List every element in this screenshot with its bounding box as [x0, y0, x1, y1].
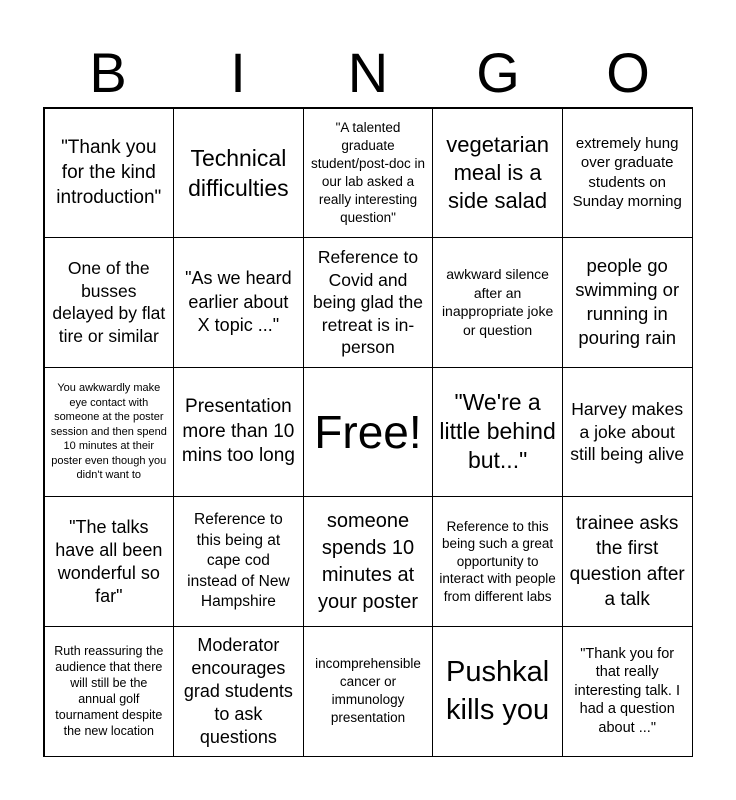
bingo-cell-r3c4[interactable]	[432, 367, 563, 498]
header-letter-b: B	[89, 41, 127, 104]
bingo-cell-r2c4[interactable]	[432, 237, 563, 368]
cell-text: awkward silence after an inappropriate joke or question	[441, 266, 554, 338]
bingo-cell-r4c3[interactable]	[303, 496, 434, 627]
cell-text: Moderator encourages grad students to ask questions	[183, 634, 293, 747]
cell-text: Reference to Covid and being glad the retreat is in-person	[313, 247, 423, 358]
bingo-grid	[43, 107, 693, 757]
bingo-cell-r5c5[interactable]	[562, 626, 693, 757]
bingo-cell-r1c4[interactable]	[432, 108, 563, 239]
cell-text: someone spends 10 minutes at your poster	[317, 509, 419, 613]
cell-text: "Thank you for the kind introduction"	[56, 137, 162, 209]
bingo-cell-r2c3[interactable]	[303, 237, 434, 368]
cell-text: Presentation more than 10 mins too long	[181, 396, 295, 467]
bingo-cell-r3c1[interactable]	[44, 367, 175, 498]
cell-text: extremely hung over graduate students on Sunday morning	[572, 134, 682, 211]
bingo-cell-r5c4[interactable]	[432, 626, 563, 757]
cell-text: One of the busses delayed by flat tire or similar	[52, 258, 166, 346]
cell-text: vegetarian meal is a side salad	[446, 131, 549, 213]
bingo-cell-r2c2[interactable]	[173, 237, 304, 368]
bingo-cell-r2c1[interactable]	[44, 237, 175, 368]
bingo-cell-r1c1[interactable]	[44, 108, 175, 239]
bingo-cell-r4c1[interactable]	[44, 496, 175, 627]
cell-text: "The talks have all been wonderful so far"	[55, 516, 163, 606]
cell-text: trainee asks the first question after a talk	[569, 512, 685, 611]
bingo-cell-r1c5[interactable]	[562, 108, 693, 239]
cell-text: people go swimming or running in pouring rain	[575, 255, 680, 349]
cell-text: incomprehensible cancer or immunology presentation	[315, 656, 421, 726]
cell-text: Reference to this being such a great opportunity to interact with people from different labs	[439, 518, 556, 604]
bingo-cell-r4c4[interactable]	[432, 496, 563, 627]
cell-text: Ruth reassuring the audience that there will still be the annual golf tournament despite the new location	[54, 644, 164, 739]
cell-text: "As we heard earlier about X topic ..."	[185, 268, 292, 336]
header-letter-o: O	[606, 41, 650, 104]
cell-text: "Thank you for that really interesting talk. I had a question about ..."	[574, 645, 680, 736]
header-letter-i: I	[230, 41, 246, 104]
bingo-cell-r4c2[interactable]	[173, 496, 304, 627]
bingo-cell-r1c3[interactable]	[303, 108, 434, 239]
cell-text: "A talented graduate student/post-doc in our lab asked a really interesting question"	[310, 119, 426, 225]
cell-text: "We're a little behind but..."	[439, 389, 556, 474]
cell-text: Technical difficulties	[188, 144, 289, 201]
header-letter-n: N	[347, 41, 389, 104]
bingo-cell-r5c1[interactable]	[44, 626, 175, 757]
header-letter-g: G	[476, 41, 520, 104]
bingo-cell-r2c5[interactable]	[562, 237, 693, 368]
cell-text: Harvey makes a joke about still being alive	[570, 399, 685, 465]
bingo-cell-r5c3[interactable]	[303, 626, 434, 757]
bingo-cell-r3c5[interactable]	[562, 367, 693, 498]
cell-text: Reference to this being at cape cod instead of New Hampshire	[187, 511, 290, 611]
bingo-cell-r5c2[interactable]	[173, 626, 304, 757]
free-space-text: Free!	[314, 405, 422, 458]
bingo-cell-r3c2[interactable]	[173, 367, 304, 498]
free-space[interactable]	[303, 367, 434, 498]
cell-text: You awkwardly make eye contact with someone at the poster session and then spend 10 minutes at their poster even though you didn't want to	[50, 382, 167, 482]
bingo-cell-r1c2[interactable]	[173, 108, 304, 239]
bingo-cell-r4c5[interactable]	[562, 496, 693, 627]
bingo-header	[43, 40, 693, 106]
cell-text: Pushkal kills you	[446, 656, 550, 727]
